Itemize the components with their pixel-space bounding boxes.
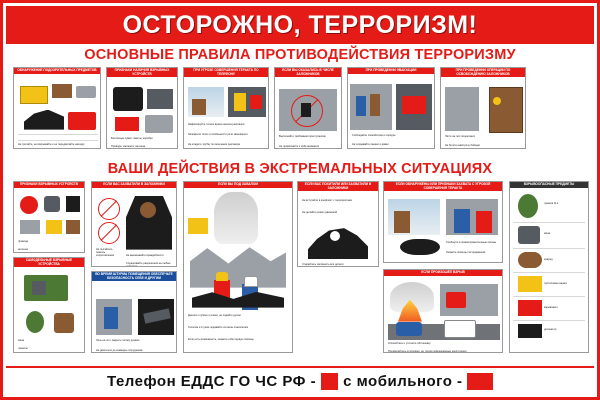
prohibition-sign-icon bbox=[98, 222, 120, 244]
catalog-item-6: детонатор bbox=[544, 327, 557, 331]
card-line-2: Запомните голос и особенности речи звонившего bbox=[188, 133, 248, 137]
card-hostage-situation bbox=[274, 67, 342, 149]
card-line-2: Окажите помощь пострадавшим bbox=[446, 251, 486, 255]
card-line-2: Не делайте резких движений bbox=[302, 211, 338, 215]
card-signs-of-terror-threat bbox=[383, 181, 503, 263]
footer-bar bbox=[6, 366, 594, 394]
card-suspicious-objects bbox=[13, 67, 101, 149]
card-line-3: Не кладите трубку по окончании разговора bbox=[188, 143, 240, 147]
card-caption: ЕСЛИ ВАС ЗАХВАТИЛИ В ЗАЛОЖНИКИ bbox=[92, 182, 176, 188]
card-explosive-signs-left bbox=[13, 181, 85, 253]
section-heading-actions: ВАШИ ДЕЙСТВИЯ В ЭКСТРЕМАЛЬНЫХ СИТУАЦИЯХ bbox=[107, 161, 493, 177]
card-line-2: Не создавайте паники и давки bbox=[352, 142, 389, 146]
footer-text-2: с мобильного - bbox=[338, 372, 468, 390]
card-item-1: мина bbox=[18, 339, 25, 343]
card-line-2: Не привлекайте к себе внимания bbox=[279, 145, 319, 149]
catalog-item-3: снаряд bbox=[544, 257, 553, 261]
card-item-2: гранаты bbox=[18, 347, 28, 351]
card-caption: ПРИЗНАКИ ВЗРЫВНЫХ УСТРОЙСТВ bbox=[14, 182, 84, 188]
card-artwork bbox=[92, 281, 176, 353]
card-artwork bbox=[14, 188, 84, 253]
card-line-2: Голосом и стуком подавайте сигналы спасателям bbox=[188, 325, 248, 329]
card-if-explosion-happened bbox=[383, 269, 503, 353]
card-artwork bbox=[384, 276, 502, 353]
catalog-item-2: мина bbox=[544, 231, 551, 235]
card-line-3: Если есть возможность, окажите себе первую помощь bbox=[188, 337, 254, 341]
card-line-2: Не выказывайте враждебности bbox=[126, 253, 164, 257]
card-assault-behaviour bbox=[91, 271, 177, 353]
card-line-1: Не трогайте, не вскрывайте и не передвигайте находку bbox=[18, 142, 85, 146]
card-evacuation-rules bbox=[347, 67, 435, 149]
card-line-1: Лягте на пол лицом вниз bbox=[445, 135, 475, 139]
card-caption: ПРИ УГРОЗЕ СОВЕРШЕНИЯ ТЕРАКТА ПО ТЕЛЕФОНУ bbox=[184, 68, 268, 77]
section-heading-rules: ОСНОВНЫЕ ПРАВИЛА ПРОТИВОДЕЙСТВИЯ ТЕРРОРИЗМУ bbox=[84, 47, 516, 63]
card-line-1: Зафиксируйте точное время начала разговора bbox=[188, 123, 245, 127]
card-artwork bbox=[298, 191, 378, 267]
card-line-3: Спрашивайте разрешения на любые действия bbox=[126, 261, 171, 267]
card-artwork bbox=[441, 77, 525, 149]
card-explosive-devices bbox=[106, 67, 178, 149]
poster-title-bar bbox=[6, 6, 594, 44]
card-assault-operation bbox=[440, 67, 526, 149]
card-caption: ПРИ ПРОВЕДЕНИИ ОПЕРАЦИИ ПО ОСВОБОЖДЕНИЮ ЗАЛОЖНИКОВ bbox=[441, 68, 525, 77]
card-if-under-rubble bbox=[183, 181, 293, 353]
footer-number-01: 01 bbox=[320, 372, 339, 390]
card-line-2: Не бегите навстречу бойцам bbox=[445, 144, 480, 148]
card-caption: ОБНАРУЖЕНИЕ ПОДОЗРИТЕЛЬНЫХ ПРЕДМЕТОВ bbox=[14, 68, 100, 74]
card-explosive-catalog bbox=[509, 181, 589, 353]
card-line-1: Сообщите в правоохранительные органы bbox=[446, 241, 497, 245]
card-artwork bbox=[107, 77, 177, 149]
card-line-3: Старайтесь запомнить все детали bbox=[302, 263, 344, 267]
card-line-2: Продвигайтесь осторожно, не трогая повреждённые конструкции bbox=[388, 349, 467, 353]
footer-number-112: 112 bbox=[467, 372, 493, 390]
card-kidnapping-rules bbox=[297, 181, 379, 267]
card-line-1: Выполняйте требования преступников bbox=[279, 135, 326, 139]
card-bomb-threat-call bbox=[183, 67, 269, 149]
card-artwork bbox=[275, 77, 341, 149]
catalog-item-1: граната Ф-1 bbox=[544, 201, 559, 205]
page-title: ОСТОРОЖНО, ТЕРРОРИЗМ! bbox=[122, 10, 478, 39]
card-caption: ВО ВРЕМЯ ШТУРМА ПОМЕЩЕНИЯ ОБЕСПЕЧЬТЕ БЕЗОПАСНОСТЬ СЕБЕ И ДРУГИМ bbox=[92, 272, 176, 281]
card-line-2: Не двигаться до команды сотрудников bbox=[96, 349, 143, 353]
footer-text-1: Телефон ЕДДС ГО ЧС РФ - bbox=[107, 372, 321, 390]
card-artwork bbox=[184, 188, 292, 353]
card-artwork bbox=[14, 267, 84, 353]
catalog-item-4: тротиловая шашка bbox=[544, 281, 567, 285]
card-line-1: Бесхозные сумки, пакеты, коробки bbox=[111, 137, 153, 141]
card-artwork bbox=[510, 188, 588, 353]
catalog-item-5: взрывпакет bbox=[544, 305, 558, 309]
emergency-phone-line bbox=[107, 373, 493, 390]
card-artwork bbox=[14, 74, 100, 149]
card-line-1: Успокойтесь и уточните обстановку bbox=[388, 341, 431, 345]
card-caption: ЕСЛИ ПРОИЗОШЁЛ ВЗРЫВ bbox=[384, 270, 502, 276]
card-caption: САМОДЕЛЬНЫЕ ВЗРЫВНЫЕ УСТРОЙСТВА bbox=[14, 258, 84, 267]
card-caption: ЕСЛИ ВЫ ПОД ЗАВАЛОМ bbox=[184, 182, 292, 188]
card-caption: ПРИЗНАКИ НАЛИЧИЯ ВЗРЫВНЫХ УСТРОЙСТВ bbox=[107, 68, 177, 77]
card-caption: ВЗРЫВООПАСНЫЕ ПРЕДМЕТЫ bbox=[510, 182, 588, 188]
card-item-1: провода bbox=[18, 239, 28, 243]
card-artwork bbox=[92, 188, 176, 267]
card-artwork bbox=[384, 191, 502, 263]
card-item-2: антенна bbox=[18, 247, 28, 251]
card-if-you-are-hostage bbox=[91, 181, 177, 267]
card-artwork bbox=[184, 77, 268, 149]
card-line-1: Не вступайте в конфликт с террористами bbox=[302, 199, 353, 203]
card-line-1: Лечь на пол, закрыть голову руками bbox=[96, 339, 140, 343]
card-line-1: Не пытайтесь оказать сопротивление bbox=[96, 247, 115, 257]
card-caption: ЕСЛИ ОБНАРУЖЕНЫ ИЛИ ПРИЗНАКИ ЗАХВАТА С УГРОЗОЙ СОВЕРШЕНИЯ ТЕРАКТА bbox=[384, 182, 502, 191]
card-caption: ЕСЛИ ВЫ ОКАЗАЛИСЬ В ЧИСЛЕ ЗАЛОЖНИКОВ bbox=[275, 68, 341, 77]
card-caption: ПРИ ПРОВЕДЕНИИ ЭВАКУАЦИИ bbox=[348, 68, 434, 74]
card-line-1: Соблюдайте спокойствие и порядок bbox=[352, 133, 396, 137]
prohibition-sign-icon bbox=[98, 198, 120, 220]
card-line-2: Провода, изолента, антенна bbox=[111, 145, 146, 149]
card-artwork bbox=[348, 74, 434, 149]
card-caption: ЕСЛИ ВАС ПОХИТИЛИ ИЛИ ЗАХВАТИЛИ В ЗАЛОЖНИКИ bbox=[298, 182, 378, 191]
card-self-made-devices bbox=[13, 257, 85, 353]
card-line-1: Дышите глубоко и ровно, не падайте духом bbox=[188, 313, 241, 317]
